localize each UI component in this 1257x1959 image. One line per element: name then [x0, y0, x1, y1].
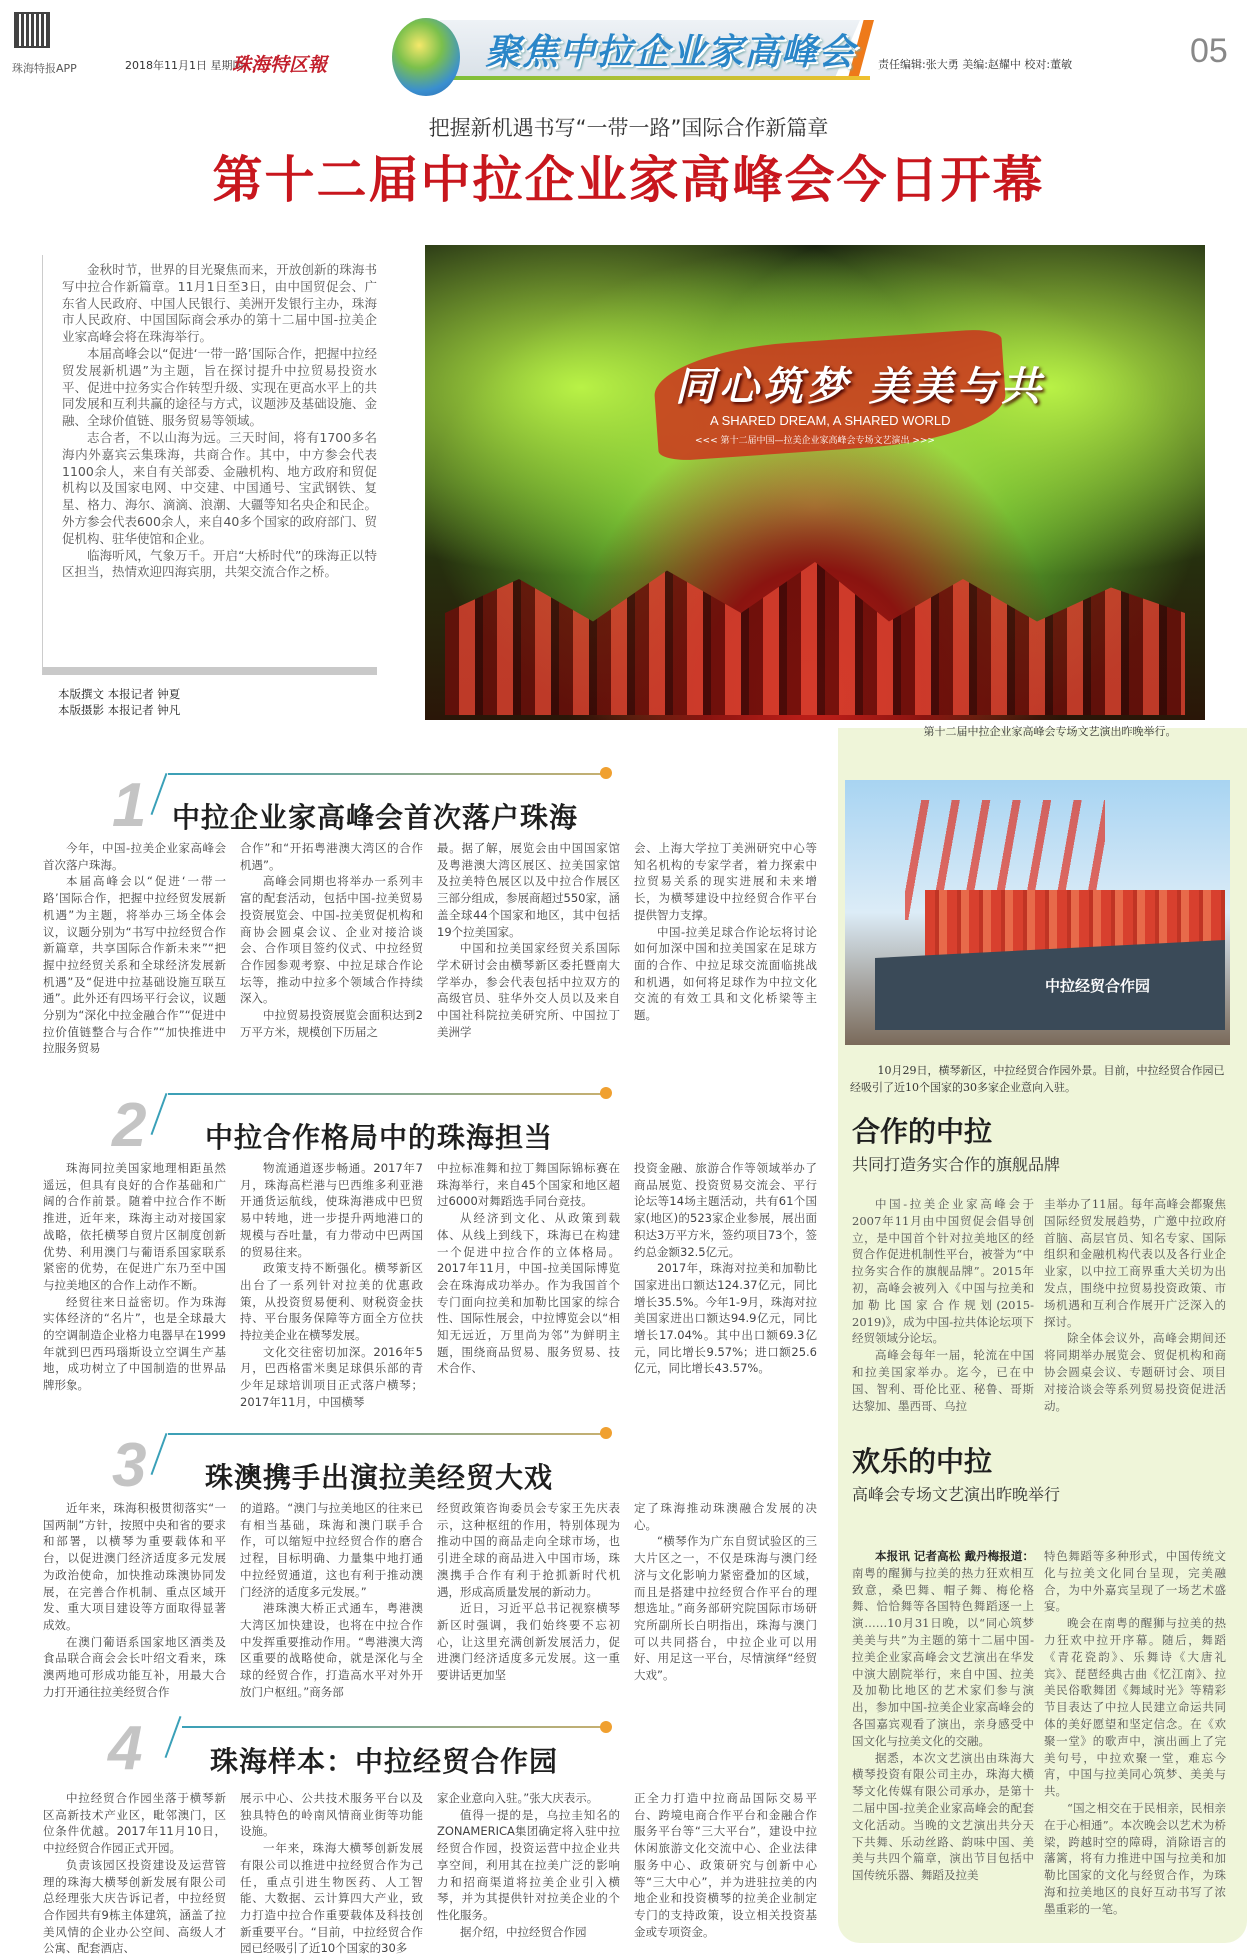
section-number: 3: [112, 1431, 147, 1500]
paragraph: 除全体会议外，高峰会期间还将同期举办展览会、贸促机构和商协会圆桌会议、专题研讨会、项目对接洽谈会等系列贸易投资促进活动。: [1044, 1331, 1226, 1413]
section-divider-slash: [165, 1716, 182, 1758]
sidebar-subheading-cooperation: 共同打造务实合作的旗舰品牌: [852, 1155, 1061, 1174]
section-rule: [182, 1726, 608, 1728]
section-dot: [600, 1427, 612, 1439]
stage-subtitle: A SHARED DREAM, A SHARED WORLD: [710, 413, 951, 428]
section-2-col-1: 珠海同拉美国家地理相距虽然遥远，但具有良好的合作基础和广阔的合作前景。随着中拉合作不断推进，近年来，珠海主动对接国家战略，依托横琴自贸片区制度创新优势、利用澳门与葡语系国家联系紧密的优势，在促进广东乃至中国与拉美地区的合作上动作不断。 经贸往来日益密切。作为珠海实体经济的“名片”，也是全球最大的空调制造企业格力电器早在1999年就到巴西玛瑙斯设立空调生产基地，成功树立了中国制造的世界品牌形象。: [43, 1161, 226, 1393]
section-1-col-1: 今年，中国-拉美企业家高峰会首次落户珠海。 本届高峰会以“促进‘一带一路’国际合作，把握中拉经贸发展新机遇”为主题，将举办三场全体会议，议题分别为“书写中拉经贸合作新篇章，共享国际合作新未来”“把握中拉经贸关系和全球经济发展新机遇”及“促进中拉基础设施互联互通”。此外还有四场平行会议，议题分别为“深化中拉金融合作”“促进中拉价值链整合与合作”“加快推进中拉服务贸易: [43, 841, 226, 1056]
section-title: 珠海样本：中拉经贸合作园: [210, 1745, 559, 1778]
sidebar-subheading-joy: 高峰会专场文艺演出昨晚举行: [852, 1485, 1061, 1504]
stage-photo-caption: 第十二届中拉企业家高峰会专场文艺演出昨晚举行。: [923, 725, 1177, 738]
section-3-col-4: 定了珠海推动珠澳融合发展的决心。 “横琴作为广东自贸试验区的三大片区之一，不仅是珠海与澳门经济与文化影响力紧密叠加的区域，而且是搭建中拉经贸合作平台的理想选址。”商务部研究院国际市场研究所副所长白明指出，珠海与澳门可以共同搭台，中拉企业可以用好、用足这一平台，尽情演绎“经贸大戏”。: [634, 1501, 817, 1683]
section-number: 2: [112, 1091, 147, 1160]
section-number: 4: [108, 1714, 143, 1783]
intro-paragraph: 志合者，不以山海为远。三天时间，将有1700多名海内外嘉宾云集珠海，共商合作。其中，中方参会代表1100余人，来自有关部委、金融机构、地方政府和贸促机构以及国家电网、中交建、中国通号、宝武钢铁、复星、格力、海尔、滴滴、浪潮、大疆等知名央企和民企。外方参会代表600余人，来自40多个国家的政府部门、贸促机构、驻华使馆和企业。: [62, 429, 377, 546]
section-4-col-2: 展示中心、公共技术服务平台以及独具特色的岭南风情商业街等功能设施。 一年来，珠海大横琴创新发展有限公司以推进中拉经贸合作为己任，重点引进生物医药、人工智能、大数据、云计算四大产业，致力打造中拉合作重要载体及科技创新重要平台。“目前，中拉经贸合作园已经吸引了近10个国家的30多: [240, 1791, 423, 1956]
intro-paragraph: 临海听风，气象万千。开启“大桥时代”的珠海正以特区担当，热情欢迎四海宾朋，共架交流合作之桥。: [62, 547, 377, 580]
photographer-credit: 本版摄影 本报记者 钟凡: [58, 703, 181, 717]
section-banner-title: 聚焦中拉企业家高峰会: [485, 32, 856, 73]
page-number: 05: [1190, 32, 1228, 70]
section-1-col-2: 合作”和“开拓粤港澳大湾区的合作机遇”。 高峰会同期也将举办一系列丰富的配套活动，包括中国-拉美贸易投资展览会、中国-拉美贸促机构和商协会圆桌会议、企业对接洽谈会、合作项目签约仪式、中拉经贸合作园参观考察、中拉足球合作论坛等，推动中拉多个领域合作持续深入。 中拉贸易投资展览会面积达到2万平方米，规模创下历届之: [240, 841, 423, 1039]
section-rule: [168, 1433, 608, 1435]
editor-credits: 责任编辑:张大勇 美编:赵耀中 校对:董敏: [878, 58, 1073, 71]
section-1-col-4: 会、上海大学拉丁美洲研究中心等知名机构的专家学者，着力探索中拉贸易关系的现实进展和未来增长，为横琴建设中拉经贸合作平台提供智力支撑。 中国-拉美足球合作论坛将讨论如何加深中国和拉美国家在足球方面的合作、中拉足球交流面临挑战和机遇，如何将足球作为中拉文化交流的有效工具和文化桥梁等主题。: [634, 841, 817, 1023]
banner-underline: [450, 76, 870, 80]
cooperation-park-photo: [845, 780, 1230, 1045]
section-2-col-4: 投资金融、旅游合作等领域举办了商品展览、投资贸易交流会、平行论坛等14场主题活动，共有61个国家(地区)的523家企业参展，展出面积达3万平方米，签约项目73个，签约总金额32.5亿元。 2017年，珠海对拉美和加勒比国家进出口额达124.37亿元，同比增长35.5%。今年1-9月，珠海对拉美国家进出口额达94.9亿元，同比增长17.04%。其中出口额69.3亿元，同比增长9.57%；进口额25.6亿元，同比增长43.57%。: [634, 1161, 817, 1376]
paragraph: 高峰会每年一届，轮流在中国和拉美国家举办。迄今，已在中国、智利、哥伦比亚、秘鲁、哥斯达黎加、墨西哥、乌拉: [852, 1348, 1034, 1413]
section-dot: [600, 1721, 612, 1733]
issue-date: 2018年11月1日 星期四: [125, 59, 244, 72]
sidebar-col: [1044, 1548, 1226, 1918]
section-dot: [600, 1087, 612, 1099]
sidebar-heading-joy: 欢乐的中拉: [852, 1445, 993, 1478]
paragraph: 圭举办了11届。每年高峰会都聚焦国际经贸发展趋势，广邀中拉政府首脑、高层官员、知名专家、国际组织和金融机构代表以及各行业企业家，以中拉工商界重大关切为出发点，围绕中拉贸易投资政策、市场机遇和互利合作展开广泛深入的探讨。: [1044, 1197, 1226, 1329]
section-4-col-4: 正全力打造中拉商品国际交易平台、跨境电商合作平台和金融合作服务平台等“三大平台”，建设中拉休闲旅游文化交流中心、企业法律服务中心、政策研究与创新中心等“三大中心”，并为进驻拉美的内地企业和投资横琴的拉美企业制定专门的支持政策，设立相关投资基金或专项资金。: [634, 1791, 817, 1939]
stage-event-line: <<< 第十二届中国—拉美企业家高峰会专场文艺演出 >>>: [695, 436, 935, 446]
main-headline: 第十二届中拉企业家高峰会今日开幕: [212, 150, 1045, 209]
section-1-col-3: 最。据了解，展览会由中国国家馆及粤港澳大湾区展区、拉美国家馆及拉美特色展区以及中拉合作展区三部分组成，参展商超过550家，涵盖全球44个国家和地区，其中包括19个拉美国家。 中国和拉美国家经贸关系国际学术研讨会由横琴新区委托暨南大学举办，参会代表包括中拉双方的高级官员、驻华外交人员以及来自中国社科院拉美研究所、中国拉丁美洲学: [437, 841, 620, 1039]
paragraph: 中国-拉美企业家高峰会于2007年11月由中国贸促会倡导创立，是中国首个针对拉美地区的经贸合作促进机制性平台，被誉为“中拉务实合作的旗舰品牌”。2015年初，高峰会被列入《中国与拉美和加勒比国家合作规划(2015-2019)》，成为中国-拉共体论坛项下经贸领域分论坛。: [852, 1197, 1034, 1346]
paragraph: 南粤的醒狮与拉美的热力狂欢相互致意，桑巴舞、帽子舞、梅伦格舞、恰恰舞等各国特色舞蹈逐一上演……10月31日晚，以“同心筑梦 美美与共”为主题的第十二届中国-拉美企业家高峰会文艺演出在华发中演大剧院举行，来自中国、拉美及加勒比地区的艺术家们参与演出，参加中国-拉美企业家高峰会的各国嘉宾观看了演出，亲身感受中国文化与拉美文化的交融。: [852, 1565, 1034, 1748]
section-divider-slash: [151, 773, 168, 815]
stage-performance-photo: [425, 245, 1205, 720]
stage-title: 同心筑梦 美美与共: [675, 364, 1045, 410]
paragraph: 据悉，本次文艺演出由珠海大横琴投资有限公司主办，珠海大横琴文化传媒有限公司承办，是第十二届中国-拉美企业家高峰会的配套文化活动。当晚的文艺演出共分天下共舞、乐动丝路、韵味中国、美美与共四个篇章，演出节目包括中国传统乐器、舞蹈及拉美: [852, 1750, 1034, 1883]
section-divider-slash: [151, 1433, 168, 1475]
section-title: 珠澳携手出演拉美经贸大戏: [205, 1461, 554, 1494]
section-4-col-1: 中拉经贸合作园坐落于横琴新区高新技术产业区，毗邻澳门，区位条件优越。2017年11月10日，中拉经贸合作园正式开园。 负责该园区投资建设及运营管理的珠海大横琴创新发展有限公司总经理张大庆告诉记者，中拉经贸合作园共有9栋主体建筑，涵盖了拉美风情的企业办公空间、高级人才公寓、配套酒店、: [43, 1791, 226, 1956]
section-3-col-1: 近年来，珠海积极贯彻落实“一国两制”方针，按照中央和省的要求和部署，以横琴为重要载体和平台，以促进澳门经济适度多元发展为政治使命，加快推动珠澳协同发展，在完善合作机制、重点区域开发、重大项目建设等方面取得显著成效。 在澳门葡语系国家地区酒类及食品联合商会会长叶绍文看来，珠澳两地可形成功能互补，用最大合力打开通往拉美经贸合作: [43, 1501, 226, 1699]
section-rule: [168, 1093, 608, 1095]
section-2-col-2: 物流通道逐步畅通。2017年7月，珠海高栏港与巴西维多利亚港开通货运航线，使珠海港成中巴贸易中转地，进一步提升两地港口的规模与吞吐量，有力带动中巴两国的贸易往来。 政策支持不断强化。横琴新区出台了一系列针对拉美的优惠政策，从投资贸易便利、财税资金扶持、平台服务保障等方面全方位扶持拉美企业在横琴发展。 文化交往密切加深。2016年5月，巴西格雷米奥足球俱乐部的青少年足球培训项目正式落户横琴；2017年11月，中国横琴: [240, 1161, 423, 1409]
section-rule: [168, 773, 608, 775]
section-3-col-3: 经贸政策咨询委员会专家王先庆表示，这种枢纽的作用，特别体现为推动中国的商品走向全球市场，也引进全球的商品进入中国市场，珠澳携手合作有利于抢抓新时代机遇，形成高质量发展的新动力。 近日，习近平总书记视察横琴新区时强调，我们始终要不忘初心，让这里充满创新发展活力，促进澳门经济适度多元发展。这一重要讲话更加坚: [437, 1501, 620, 1683]
section-divider-slash: [151, 1093, 168, 1135]
section-3-col-2: 的道路。“澳门与拉美地区的往来已有相当基础，珠海和澳门联手合作，可以缩短中拉经贸合作的磨合过程，目标明确、力量集中地打通中拉经贸通道，这也有利于推动澳门经济的适度多元发展。” 港珠澳大桥正式通车，粤港澳大湾区加快建设，也将在中拉合作中发挥重要推动作用。“粤港澳大湾区重要的战略使命，就是深化与全球的经贸合作，打造高水平对外开放门户枢纽。”商务部: [240, 1501, 423, 1699]
sidebar-col: [852, 1548, 1034, 1884]
qr-code-icon: [14, 12, 50, 48]
headline-kicker: 把握新机遇书写“一带一路”国际合作新篇章: [428, 116, 829, 140]
dancers: [445, 545, 1185, 715]
globe-icon: [392, 18, 460, 96]
section-title: 中拉合作格局中的珠海担当: [205, 1121, 554, 1154]
sidebar-col: [852, 1196, 1034, 1414]
section-4-col-3: 家企业意向入驻。”张大庆表示。 值得一提的是，乌拉圭知名的ZONAMERICA集团确定将入驻中拉经贸合作园，投资运营中拉企业共享空间，利用其在拉美广泛的影响力和招商渠道将拉美企业引入横琴，并为其提供针对拉美企业的个性化服务。 据介绍，中拉经贸合作园: [437, 1791, 620, 1939]
section-title: 中拉企业家高峰会首次落户珠海: [172, 801, 579, 834]
page-credits: [58, 686, 180, 718]
section-number: 1: [112, 771, 147, 840]
newspaper-masthead: 珠海特区報: [232, 54, 328, 76]
byline: 本报讯 记者高松 戴丹梅报道：: [875, 1549, 1034, 1563]
paragraph: 晚会在南粤的醒狮与拉美的热力狂欢中拉开序幕。随后，舞蹈《青花瓷韵》、乐舞诗《大唐礼宾》、琵琶经典古曲《忆江南》、拉美民俗歌舞团《舞域时光》等精彩节目表达了中拉人民建立命运共同体的美好愿望和坚定信念。在《欢聚一堂》的歌声中，演出画上了完美句号，中拉欢聚一堂，难忘今宵，中国与拉美同心筑梦、美美与共。: [1044, 1616, 1226, 1799]
building-sign: 中拉经贸合作园: [1045, 977, 1151, 995]
intro-paragraph: 金秋时节，世界的目光聚焦而来，开放创新的珠海书写中拉合作新篇章。11月1日至3日，由中国贸促会、广东省人民政府、中国人民银行、美洲开发银行主办，珠海市人民政府、中国国际商会承办的第十二届中国-拉美企业家高峰会将在珠海举行。: [62, 262, 377, 345]
section-2-col-3: 中拉标准舞和拉丁舞国际锦标赛在珠海举行，来自45个国家和地区超过6000对舞蹈选手同台竞技。 从经济到文化、从政策到载体、从线上到线下，珠海已在构建一个促进中拉合作的立体格局。2017年11月，中国-拉美国际博览会在珠海成功举办。作为我国首个专门面向拉美和加勒比国家的综合性、国际性展会，中拉博览会以“相知无远近，万里尚为邻”为鲜明主题，围绕商品贸易、服务贸易、技术合作、: [437, 1161, 620, 1376]
sidebar-heading-cooperation: 合作的中拉: [852, 1115, 993, 1148]
section-dot: [600, 767, 612, 779]
paragraph: “国之相交在于民相亲，民相亲在于心相通”。本次晚会以艺术为桥梁，跨越时空的障碍，消除语言的藩篱，将有力推进中国与拉美和加勒比国家的文化与经贸合作，为珠海和拉美地区的良好互动书写了浓墨重彩的一笔。: [1044, 1800, 1226, 1916]
writer-credit: 本版撰文 本报记者 钟夏: [58, 687, 181, 701]
intro-article: [62, 262, 377, 581]
building-photo-caption: 10月29日，横琴新区，中拉经贸合作园外景。目前，中拉经贸合作园已经吸引了近10个国家的30多家企业意向入驻。: [850, 1064, 1225, 1094]
app-label: 珠海特报APP: [12, 62, 77, 75]
sidebar-col: [1044, 1196, 1226, 1414]
paragraph: 特色舞蹈等多种形式，中国传统文化与拉美文化同台呈现，完美融合，为中外嘉宾呈现了一场艺术盛宴。: [1044, 1549, 1226, 1614]
intro-paragraph: 本届高峰会以“促进‘一带一路’国际合作，把握中拉经贸发展新机遇”为主题，旨在探讨提升中拉贸易投资水平、促进中拉务实合作转型升级、实现在更高水平上的共同发展和互利共赢的途径与方式，议题涉及基础设施、金融、全球价值链、服务贸易等领域。: [62, 345, 377, 429]
